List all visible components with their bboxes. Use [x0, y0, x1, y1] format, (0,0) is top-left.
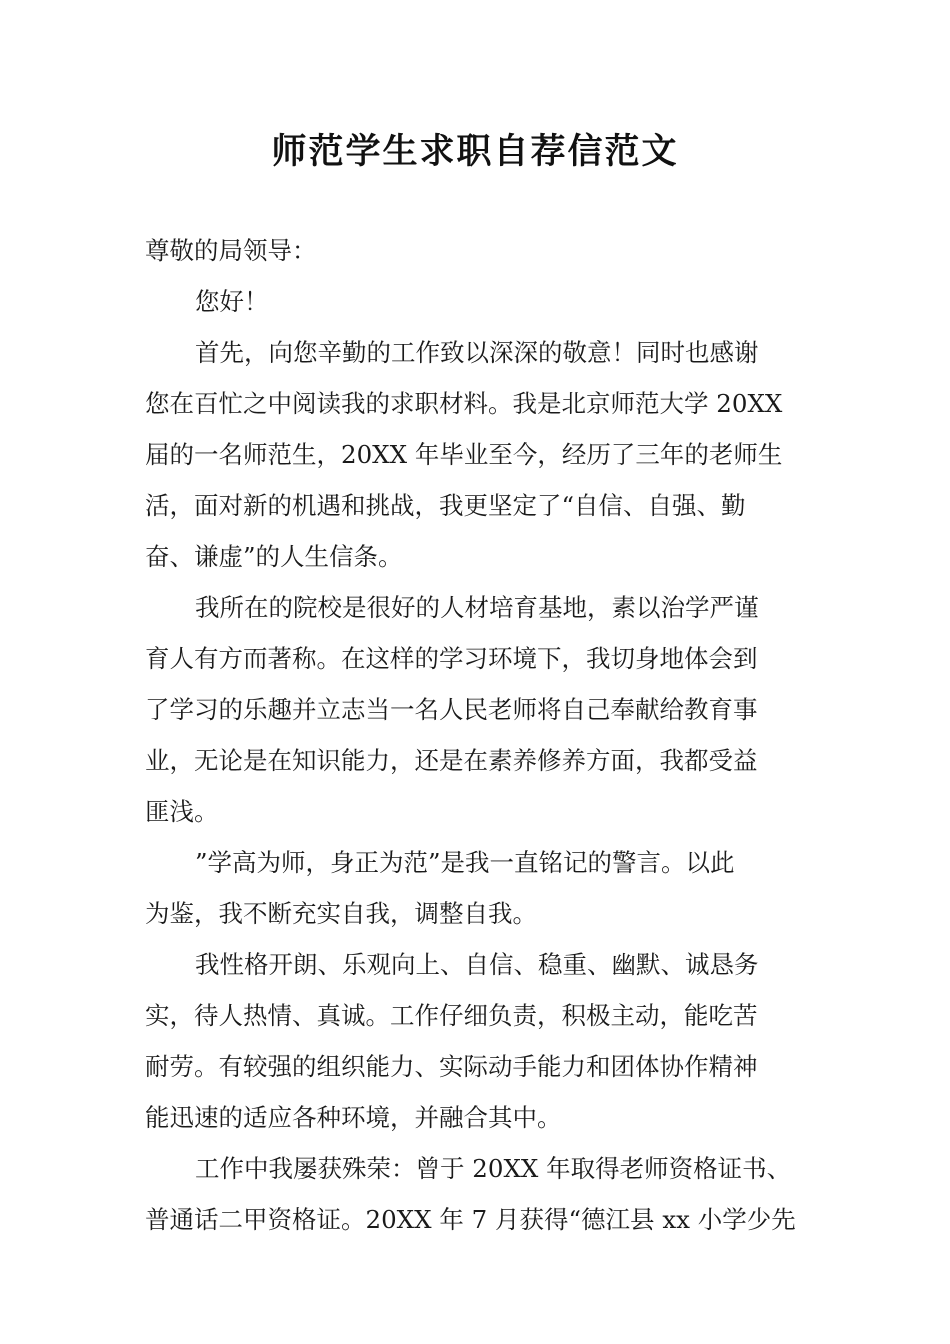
greeting-line: 您好！	[195, 287, 269, 316]
paragraph-line: ”学高为师，身正为范”是我一直铭记的警言。以此	[195, 848, 735, 877]
paragraph-3	[145, 837, 810, 939]
paragraph-2	[145, 582, 810, 837]
paragraph-line: 普通话二甲资格证。20XX 年 7 月获得“德江县 xx 小学少先	[145, 1205, 796, 1234]
paragraph-line: 我所在的院校是很好的人材培育基地，素以治学严谨	[195, 593, 759, 622]
paragraph-1	[145, 327, 810, 582]
paragraph-line: 实，待人热情、真诚。工作仔细负责，积极主动，能吃苦	[145, 1001, 758, 1030]
salutation-line: 尊敬的局领导：	[145, 236, 317, 265]
paragraph-line: 活，面对新的机遇和挑战，我更坚定了“自信、自强、勤	[145, 491, 746, 520]
paragraph-line: 匪浅。	[145, 797, 219, 826]
paragraph-line: 能迅速的适应各种环境，并融合其中。	[145, 1103, 562, 1132]
paragraph-line: 耐劳。有较强的组织能力、实际动手能力和团体协作精神	[145, 1052, 758, 1081]
paragraph-line: 为鉴，我不断充实自我，调整自我。	[145, 899, 537, 928]
paragraph-line: 工作中我屡获殊荣：曾于 20XX 年取得老师资格证书、	[195, 1154, 792, 1183]
letter-body	[145, 225, 810, 1245]
paragraph-5	[145, 1143, 810, 1245]
document-title: 师范学生求职自荐信范文	[271, 132, 679, 172]
paragraph-line: 育人有方而著称。在这样的学习环境下，我切身地体会到	[145, 644, 758, 673]
paragraph-4	[145, 939, 810, 1143]
salutation	[145, 225, 810, 276]
paragraph-line: 我性格开朗、乐观向上、自信、稳重、幽默、诚恳务	[195, 950, 759, 979]
paragraph-line: 业，无论是在知识能力，还是在素养修养方面，我都受益	[145, 746, 758, 775]
paragraph-line: 首先，向您辛勤的工作致以深深的敬意！同时也感谢	[195, 338, 759, 367]
paragraph-line: 了学习的乐趣并立志当一名人民老师将自己奉献给教育事	[145, 695, 758, 724]
greeting	[145, 276, 810, 327]
paragraph-line: 奋、谦虚”的人生信条。	[145, 542, 403, 571]
paragraph-line: 届的一名师范生，20XX 年毕业至今，经历了三年的老师生	[145, 440, 783, 469]
paragraph-line: 您在百忙之中阅读我的求职材料。我是北京师范大学 20XX	[145, 389, 783, 418]
